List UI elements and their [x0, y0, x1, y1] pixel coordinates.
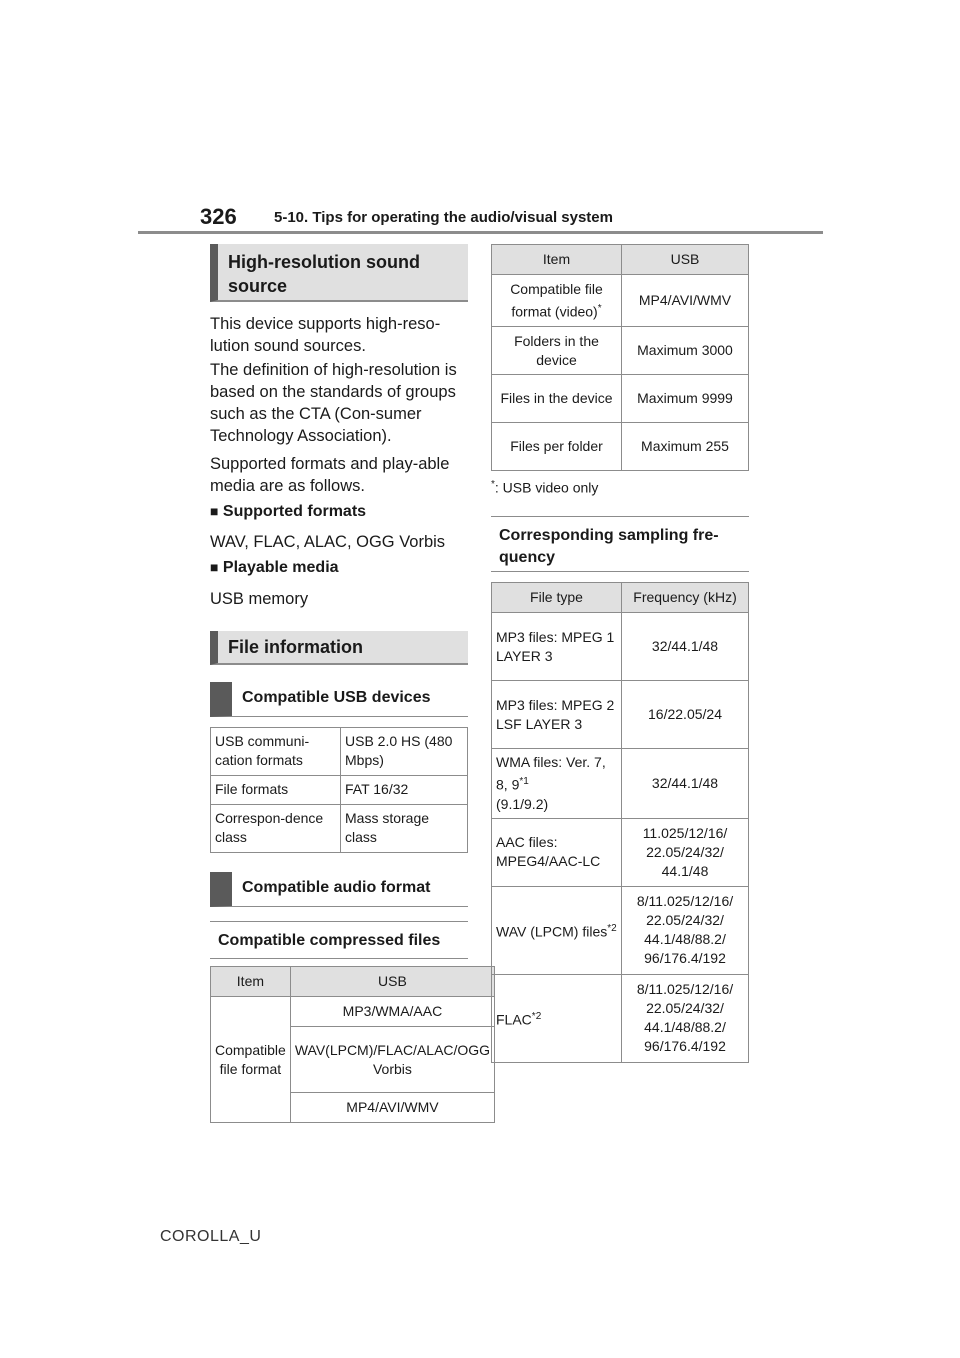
table-row [492, 375, 749, 423]
section-title: 5-10. Tips for operating the audio/visual system [274, 209, 613, 226]
usb-devices-table [210, 727, 468, 853]
frequency-cell: 32/44.1/48 [622, 749, 749, 819]
footnote-marker: *2 [531, 1010, 542, 1022]
footnote-text: : USB video only [494, 479, 599, 496]
sampling-heading-text: Corresponding sampling fre-quency [499, 527, 719, 566]
bullet-supported-formats [210, 503, 472, 521]
compressed-value: MP4/AVI/WMV [290, 1093, 494, 1123]
formats-text: WAV, FLAC, ALAC, OGG Vorbis [210, 533, 446, 551]
usb-info-value: MP4/AVI/WMV [622, 275, 749, 327]
square-bullet-icon: ■ [210, 503, 219, 519]
col-header-usb: USB [290, 967, 494, 997]
footnote-marker: * [491, 479, 495, 490]
table-row [492, 974, 749, 1062]
footnote-marker: * [597, 302, 602, 314]
compressed-value: MP3/WMA/AAC [290, 997, 494, 1027]
footnote-marker: *2 [607, 922, 617, 934]
file-type-cell [492, 974, 622, 1062]
frequency-cell: 8/11.025/12/16/ 22.05/24/32/ 44.1/48/88.2/ 96/176.4/192 [622, 974, 749, 1062]
audio-format-heading [210, 872, 468, 907]
compressed-files-table [210, 966, 495, 1123]
col-header-item: Item [211, 967, 291, 997]
hires-heading [210, 244, 468, 302]
header-rule [138, 231, 823, 234]
footer-model: COROLLA_U [160, 1228, 262, 1245]
usb-info-label: Files per folder [492, 423, 622, 471]
col-header-frequency: Frequency (kHz) [622, 583, 749, 613]
sampling-heading [491, 516, 749, 572]
para-supported-intro: Supported formats and play-able media are as follows. [210, 455, 450, 495]
para-hires-support: This device supports high-reso-lution sound sources. [210, 315, 441, 355]
file-type-cell: AAC files: MPEG4/AAC-LC [492, 818, 622, 886]
table-row [492, 818, 749, 886]
hires-heading-text: High-resolution sound source [228, 252, 420, 296]
table-row [211, 728, 468, 776]
usb-devices-value: USB 2.0 HS (480 Mbps) [341, 728, 468, 776]
table-row [211, 776, 468, 805]
usb-info-label: Folders in the device [492, 327, 622, 375]
frequency-cell: 8/11.025/12/16/ 22.05/24/32/ 44.1/48/88.2/ 96/176.4/192 [622, 886, 749, 974]
usb-devices-label: Correspon-dence class [211, 805, 341, 853]
usb-info-table [491, 244, 749, 471]
usb-devices-heading-text: Compatible USB devices [242, 689, 431, 706]
file-info-heading [210, 631, 468, 665]
footnote [491, 479, 598, 496]
sampling-table [491, 582, 749, 1063]
para-hires-definition: The definition of high-resolution is based on the standards of groups such as the CTA (Con-sumer Technology Association). [210, 361, 457, 445]
usb-devices-value: Mass storage class [341, 805, 468, 853]
compressed-files-heading-text: Compatible compressed files [218, 932, 441, 949]
compressed-value: WAV(LPCM)/FLAC/ALAC/OGG Vorbis [290, 1027, 494, 1093]
frequency-cell: 16/22.05/24 [622, 681, 749, 749]
table-row [492, 886, 749, 974]
file-type-cell [492, 749, 622, 819]
square-bullet-icon: ■ [210, 559, 219, 575]
usb-info-label: Files in the device [492, 375, 622, 423]
table-row [492, 423, 749, 471]
bullet-supported-formats-label: Supported formats [222, 503, 367, 520]
col-header-file-type: File type [492, 583, 622, 613]
usb-info-value: Maximum 3000 [622, 327, 749, 375]
usb-devices-label: USB communi-cation formats [211, 728, 341, 776]
frequency-cell: 11.025/12/16/ 22.05/24/32/ 44.1/48 [622, 818, 749, 886]
bullet-playable-media [210, 559, 472, 577]
media-text: USB memory [210, 590, 309, 608]
file-type-cell: MP3 files: MPEG 1 LAYER 3 [492, 613, 622, 681]
compatible-file-format-label: Compatible file format [211, 997, 291, 1123]
footnote-marker: *1 [519, 776, 529, 787]
table-row [211, 805, 468, 853]
table-header-row [492, 583, 749, 613]
table-row [492, 613, 749, 681]
table-row [492, 749, 749, 819]
usb-info-label-text: Compatible file format (video) [510, 280, 603, 320]
bullet-playable-media-label: Playable media [222, 559, 339, 576]
table-row [492, 327, 749, 375]
usb-info-value: Maximum 255 [622, 423, 749, 471]
table-header-row [211, 967, 495, 997]
compressed-files-heading [210, 921, 468, 959]
table-row [492, 681, 749, 749]
file-type-cell: MP3 files: MPEG 2 LSF LAYER 3 [492, 681, 622, 749]
file-type-text: FLAC [496, 1011, 532, 1028]
file-info-heading-text: File information [228, 637, 363, 657]
file-type-text: WAV (LPCM) files [496, 923, 608, 940]
table-header-row [492, 245, 749, 275]
table-row [211, 997, 495, 1027]
usb-devices-value: FAT 16/32 [341, 776, 468, 805]
usb-info-value: Maximum 9999 [622, 375, 749, 423]
usb-info-label [492, 275, 622, 327]
file-type-text: (9.1/9.2) [496, 795, 549, 812]
col-header-item: Item [492, 245, 622, 275]
usb-devices-heading [210, 682, 468, 717]
page-number: 326 [200, 204, 237, 229]
usb-devices-label: File formats [211, 776, 341, 805]
file-type-text: WMA files: Ver. 7, 8, 9 [496, 754, 606, 793]
audio-format-heading-text: Compatible audio format [242, 879, 431, 896]
col-header-usb: USB [622, 245, 749, 275]
table-row [492, 275, 749, 327]
frequency-cell: 32/44.1/48 [622, 613, 749, 681]
file-type-cell [492, 886, 622, 974]
